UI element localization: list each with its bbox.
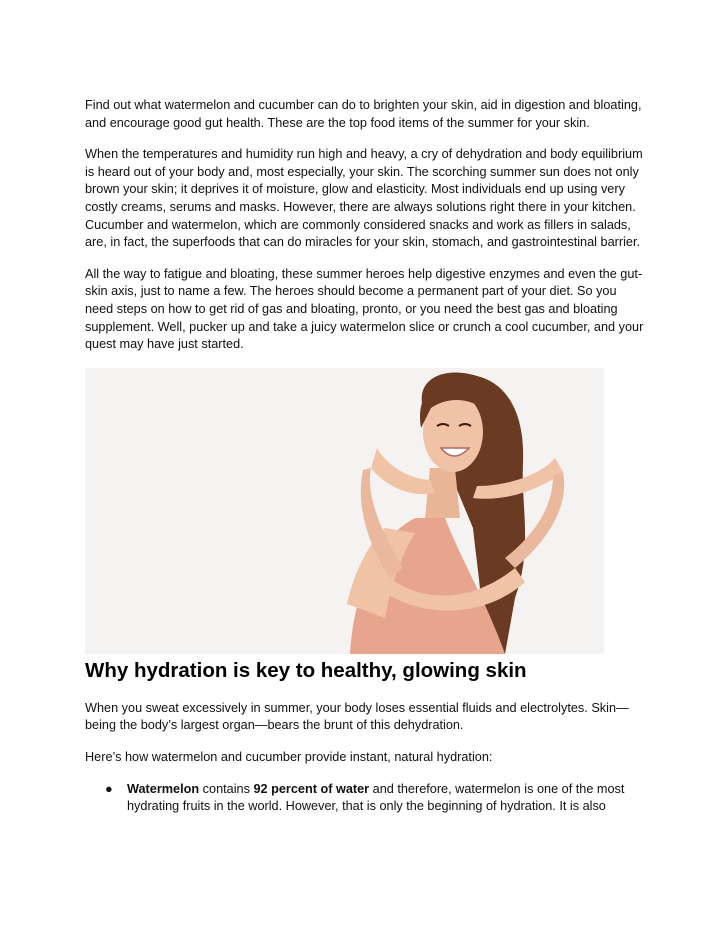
list-item-watermelon: [85, 781, 645, 816]
watermelon-term: Watermelon: [127, 781, 200, 796]
bullet-icon: ●: [105, 781, 113, 796]
hydration-intro-paragraph: When you sweat excessively in summer, your body loses essential fluids and electrolytes. Skin—being the body’s largest organ—bears the brunt of this dehydration.: [85, 700, 629, 733]
heroes-paragraph: All the way to fatigue and bloating, these summer heroes help digestive enzymes and even the gut-skin axis, just to name a few. The heroes should become a permanent part of your diet. So you need steps on how to get rid of gas and bloating, pronto, or you need the best gas and bloating supplement. Well, pucker up and take a juicy watermelon slice or crunch a cool cucumber, and your quest may have just started.: [85, 266, 644, 352]
water-percent-emphasis: 92 percent of water: [253, 781, 370, 796]
hydration-list: [85, 781, 645, 816]
hydration-lead-paragraph: Here’s how watermelon and cucumber provide instant, natural hydration:: [85, 749, 493, 764]
smiling-woman-photo: [85, 368, 604, 654]
smiling-woman-illustration: [85, 368, 604, 654]
summer-paragraph: When the temperatures and humidity run high and heavy, a cry of dehydration and body equilibrium is heard out of your body and, most especially, your skin. The scorching summer sun does not only brown your skin; it deprives it of moisture, glow and elasticity. Most individuals end up using very costly creams, serums and masks. However, there are always solutions right there in your kitchen. Cucumber and watermelon, which are commonly considered snacks and work as fillers in salads, are, in fact, the superfoods that can do miracles for your skin, stomach, and gastrointestinal barrier.: [85, 147, 643, 250]
watermelon-text-a: contains: [199, 781, 254, 796]
document-body: [85, 97, 645, 816]
section-heading: Why hydration is key to healthy, glowing skin: [85, 658, 527, 682]
intro-paragraph: Find out what watermelon and cucumber can do to brighten your skin, aid in digestion and bloating, and encourage good gut health. These are the top food items of the summer for your skin.: [85, 98, 642, 130]
watermelon-text-b: and therefore, watermelon is one of the most hydrating fruits in the world. However, that is only the beginning of hydration. It is also: [127, 781, 625, 814]
